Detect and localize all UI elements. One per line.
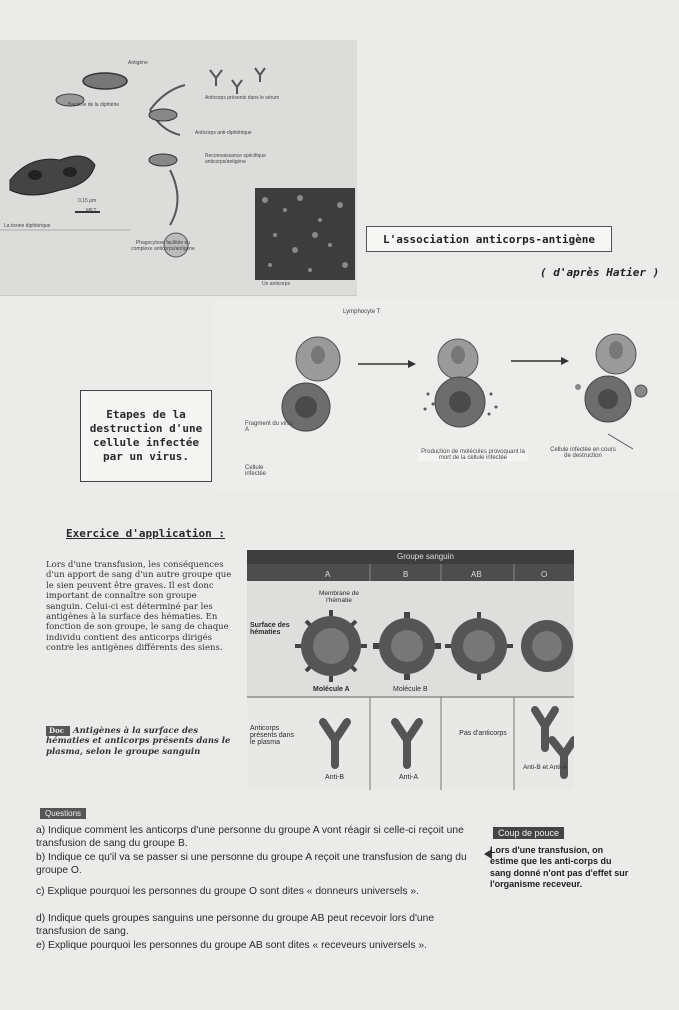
blood-group-table-drawing bbox=[247, 550, 574, 790]
label-fragment: Fragment du virus A bbox=[245, 421, 294, 433]
question-e: e) Explique pourquoi les personnes du groupe AB sont dites « receveurs universels ». bbox=[36, 940, 427, 951]
membrane-label: Membrane de l'hématie bbox=[318, 590, 360, 604]
anticorps-a: Anti-B bbox=[325, 774, 345, 781]
label-reconnaissance: Reconnaissance spécifique anticorps/antigène bbox=[205, 153, 266, 165]
anticorps-b: Anti-A bbox=[399, 774, 419, 781]
label-un-anticorps: Un anticorps bbox=[262, 281, 291, 287]
question-d: d) Indique quels groupes sanguins une personne du groupe AB peut recevoir lors d'une transfusion de sang. bbox=[36, 913, 435, 937]
blood-group-table bbox=[247, 550, 574, 790]
question-c: c) Explique pourquoi les personnes du groupe O sont dites « donneurs universels ». bbox=[36, 886, 419, 897]
hematie-o bbox=[521, 620, 573, 672]
table-header: Groupe sanguin bbox=[397, 552, 454, 561]
label-bacterie: Bactérie de la diphtérie bbox=[68, 102, 120, 108]
credit: ( d'après Hatier ) bbox=[540, 266, 660, 279]
molecule-b-label: Molécule B bbox=[393, 686, 428, 693]
figure1-title: L'association anticorps-antigène bbox=[366, 226, 612, 252]
label-scale: 0,15 µm bbox=[78, 198, 97, 204]
molecule-a-label: Molécule A bbox=[313, 686, 350, 693]
coup-de-pouce-text: Lors d'une transfusion, on estime que les anti-corps du sang donné n'ont pas d'effet sur l'organisme receveur. bbox=[490, 845, 629, 890]
label-cellule-infectee: Cellule infectée bbox=[245, 465, 267, 477]
label-anticorps-presents: Anticorps présents dans le sérum bbox=[205, 95, 280, 101]
label-production: Production de molécules provoquant la mort de la cellule infectée bbox=[418, 449, 528, 461]
antibody-antigen-illustration bbox=[0, 40, 357, 295]
etapes-line-1: Etapes de la bbox=[106, 408, 186, 421]
etapes-line-4: par un virus. bbox=[102, 450, 190, 463]
anticorps-o: Anti-B et Anti-A bbox=[522, 764, 568, 771]
group-o: O bbox=[541, 570, 548, 579]
anticorps-ab: Pas d'anticorps bbox=[459, 730, 507, 737]
label-lymphocyte: Lymphocyte T bbox=[343, 309, 381, 315]
cell-destruction-illustration bbox=[213, 299, 679, 491]
question-a: a) Indique comment les anticorps d'une personne du groupe A vont réagir si celle-ci reçoit une transfusion de sang du groupe B. bbox=[36, 825, 464, 849]
label-met: MET bbox=[86, 208, 97, 214]
label-phagocytose: Phagocytose facilitée du complexe anticorps/antigène bbox=[131, 240, 195, 252]
etapes-line-2: destruction d'une bbox=[89, 422, 203, 435]
cell-destruction-figure bbox=[213, 299, 679, 491]
question-b: b) Indique ce qu'il va se passer si une personne du groupe A reçoit une transfusion de sang du groupe O. bbox=[36, 852, 467, 876]
questions-label: Questions bbox=[40, 808, 86, 819]
exercise-title: Exercice d'application : bbox=[66, 527, 225, 540]
intro-text: Lors d'une transfusion, les conséquences d'un apport de sang d'un autre groupe que le sien peuvent être graves. Il est donc important de connaître son groupe sanguin. Celui-ci est déterminé par les antigènes à la surface des hématies. En fonction de son groupe, le sang de chaque individu contient des anticorps dirigés contre les antigènes différents des siens. bbox=[46, 560, 232, 654]
etapes-line-3: cellule infectée bbox=[93, 436, 199, 449]
coup-de-pouce-label: Coup de pouce bbox=[493, 827, 564, 839]
doc-tag: Doc bbox=[46, 726, 70, 736]
label-cellule-destruction: Cellule infectée en cours de destruction bbox=[550, 447, 616, 459]
group-a: A bbox=[325, 570, 331, 579]
antibody-antigen-figure bbox=[0, 40, 357, 296]
row1-label: Surface des hématies bbox=[250, 622, 290, 636]
doc-caption bbox=[46, 726, 236, 757]
group-ab: AB bbox=[471, 570, 482, 579]
etapes-caption-box bbox=[80, 390, 212, 482]
label-anticorps-anti: Anticorps anti-diphtérique bbox=[195, 130, 252, 136]
label-toxine: La toxine diphtérique bbox=[4, 223, 51, 229]
doc-caption-text: Antigènes à la surface des hématies et anticorps présents dans le plasma, selon le groupe sanguin bbox=[46, 726, 231, 757]
label-antigene: Antigène bbox=[128, 60, 148, 66]
row2-label: Anticorps présents dans le plasma bbox=[250, 725, 294, 746]
group-b: B bbox=[403, 570, 409, 579]
